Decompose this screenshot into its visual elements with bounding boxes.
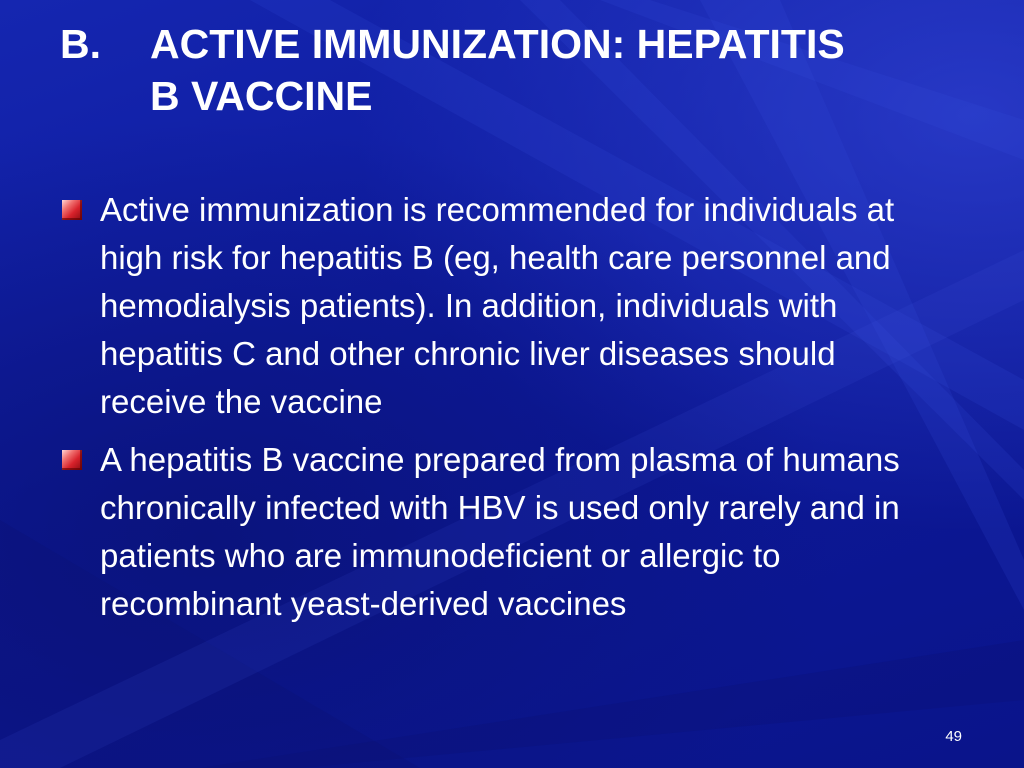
title-line-1 <box>60 18 960 70</box>
page-number: 49 <box>945 728 962 745</box>
bullet-text: A hepatitis B vaccine prepared from plasma of humans chronically infected with HBV is used only rarely and in patients who are immunodeficient or allergic to recombinant yeast-derived vaccines <box>100 441 900 622</box>
bullet-square-icon <box>62 450 82 470</box>
slide-title <box>60 18 960 122</box>
section-letter: B. <box>60 21 101 67</box>
bullet-text: Active immunization is recommended for individuals at high risk for hepatitis B (eg, health care personnel and hemodialysis patients). In addition, individuals with hepatitis C and other chronic liver diseases should receive the vaccine <box>100 191 895 420</box>
bullet-square-icon <box>62 200 82 220</box>
title-text-line-2: B VACCINE <box>150 73 373 119</box>
title-text-line-1: ACTIVE IMMUNIZATION: HEPATITIS <box>150 21 845 67</box>
bullet-list <box>62 186 962 638</box>
bullet-item <box>62 186 962 426</box>
bullet-item <box>62 436 962 628</box>
title-line-2 <box>60 70 960 122</box>
